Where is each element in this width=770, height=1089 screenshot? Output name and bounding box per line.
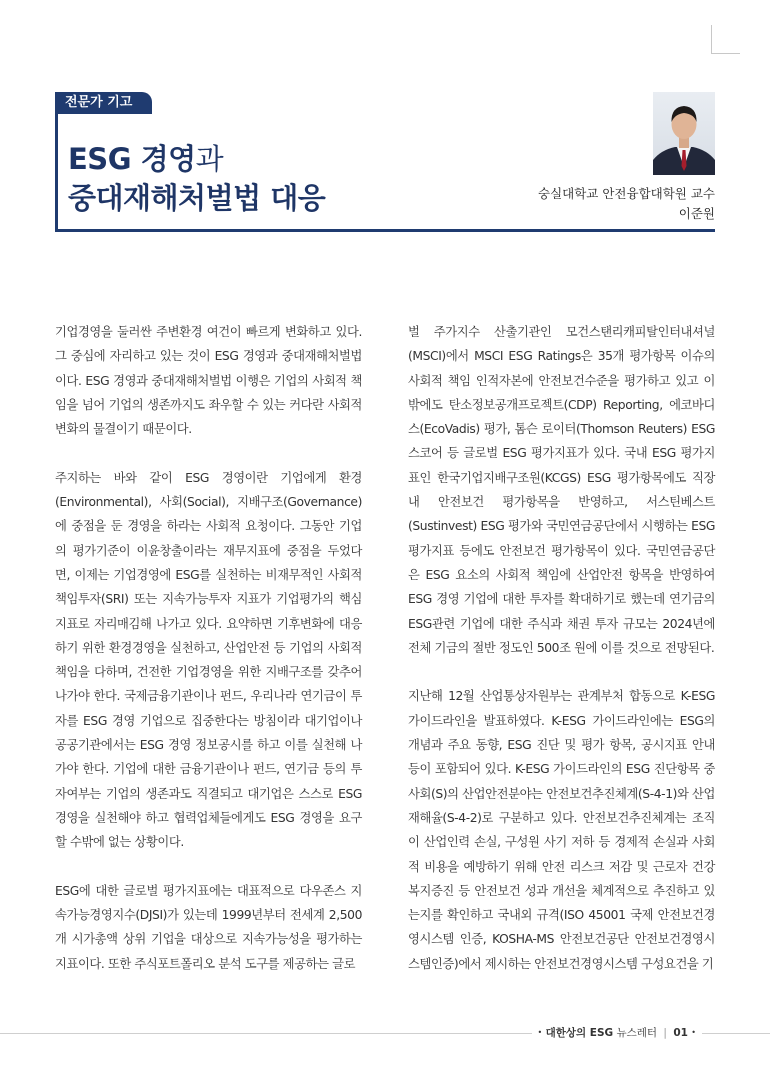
footer-bullet-right: • xyxy=(691,1028,696,1037)
category-tab: 전문가 기고 xyxy=(55,92,152,114)
footer-label: 뉴스레터 xyxy=(616,1027,658,1039)
body-paragraph: 주지하는 바와 같이 ESG 경영이란 기업에게 환경(Environmental), 사회(Social), 지배구조(Governance)에 중점을 둔 경영을 하라는 사회적 요청이다. 그동안 기업의 평가기준이 이윤창출이라는 재무지표에 중점을 두었다면, 이제는 기업경영에 ESG를 실천하는 비재무적인 사회적책임투자(SRI) 또는 지속가능투자 지표가 기업평가의 핵심지표로 자리매김해 나가고 있다. 요약하면 기후변화에 대응하기 위한 환경경영을 실천하고, 산업안전 등 기업의 사회적 책임을 다하며, 건전한 기업경영을 위한 지배구조를 갖추어나가야 한다. 국제금융기관이나 펀드, 우리나라 연기금이 투자를 ESG 경영 기업으로 집중한다는 방침이라 대기업이나 공공기관에서는 ESG 경영 정보공시를 하고 이를 실천해 나가야 한다. 기업에 대한 금융기관이나 펀드, 연기금 등의 투자여부는 기업의 생존과도 직결되고 대기업은 스스로 ESG 경영을 실천해야 하고 협력업체들에게도 ESG 경영을 요구할 수밖에 없는 상황이다. xyxy=(55,470,362,850)
corner-crop-mark xyxy=(711,25,740,54)
author-name: 이준원 xyxy=(678,206,715,221)
body-column-left xyxy=(55,320,362,976)
page-footer xyxy=(532,1025,703,1040)
header-horizontal-rule xyxy=(55,229,715,232)
footer-separator: | xyxy=(663,1027,667,1039)
author-photo xyxy=(653,92,715,175)
footer-brand: 대한상의 ESG xyxy=(545,1027,614,1039)
body-paragraph: 기업경영을 둘러싼 주변환경 여건이 빠르게 변화하고 있다. 그 중심에 자리하고 있는 것이 ESG 경영과 중대재해처벌법이다. ESG 경영과 중대재해처벌법 이행은 기업의 사회적 책임을 넘어 기업의 생존까지도 좌우할 수 있는 커다란 사회적 변화의 물결이기 때문이다. xyxy=(55,325,362,437)
body-paragraph: ESG에 대한 글로벌 평가지표에는 대표적으로 다우존스 지속가능경영지수(DJSI)가 있는데 1999년부터 전세계 2,500개 시가총액 상위 기업을 대상으로 지속가능성을 평가하는 지표이다. 또한 주식포트폴리오 분석 도구를 제공하는 글로 xyxy=(55,883,362,971)
footer-bullet-left: • xyxy=(537,1028,543,1037)
body-paragraph: 벌 주가지수 산출기관인 모건스탠리캐피탈인터내셔널(MSCI)에서 MSCI ESG Ratings은 35개 평가항목 이슈의 사회적 책임 인적자본에 안전보건수준을 평가하고 있고 이 밖에도 탄소정보공개프로젝트(CDP) Reporting, 에코바디스(EcoVadis) 평가, 톰슨 로이터(Thomson Reuters) ESG 스코어 등 글로벌 ESG 평가지표가 있다. 국내 ESG 평가지표인 한국기업지배구조원(KCGS) ESG 평가항목에도 직장내 안전보건 평가항목을 반영하고, 서스틴베스트(Sustinvest) ESG 평가와 국민연금공단에서 시행하는 ESG 평가지표 등에도 안전보건 평가항목이 있다. 국민연금공단은 ESG 요소의 사회적 책임에 산업안전 항목을 반영하여 ESG 경영 기업에 대한 투자를 확대하기로 했는데 연기금의 ESG관련 기업에 대한 주식과 채권 투자 규모는 2024년에 전체 기금의 절반 정도인 500조 원에 이를 것으로 전망된다. xyxy=(408,325,715,655)
title-line1-light: 과 xyxy=(195,142,224,176)
page-number: 01 xyxy=(673,1027,688,1039)
author-photo-illustration xyxy=(653,92,715,175)
title-line1-bold: ESG 경영 xyxy=(68,142,196,176)
body-column-right xyxy=(408,320,715,976)
body-paragraph: 지난해 12월 산업통상자원부는 관계부처 합동으로 K-ESG 가이드라인을 발표하였다. K-ESG 가이드라인에는 ESG의 개념과 주요 동향, ESG 진단 및 평가 항목, 공시지표 안내 등이 포함되어 있다. K-ESG 가이드라인의 ESG 진단항목 중 사회(S)의 산업안전분야는 안전보건추진체계(S-4-1)와 산업재해율(S-4-2)로 구분하고 있다. 안전보건추진체계는 조직이 산업인력 손실, 구성원 사기 저하 등 경제적 손실과 사회적 비용을 예방하기 위해 안전 리스크 저감 및 근로자 건강 복지증진 등 안전보건 성과 개선을 체계적으로 추진하고 있는지를 확인하고 국내외 규격(ISO 45001 국제 안전보건경영시스템 인증, KOSHA-MS 안전보건공단 안전보건경영시스템인증)에서 제시하는 안전보건경영시스템 구성요건을 기 xyxy=(408,689,715,971)
author-affiliation: 숭실대학교 안전융합대학원 교수 xyxy=(538,186,715,201)
article-title xyxy=(68,140,325,218)
title-line2: 중대재해처벌법 대응 xyxy=(68,181,326,215)
